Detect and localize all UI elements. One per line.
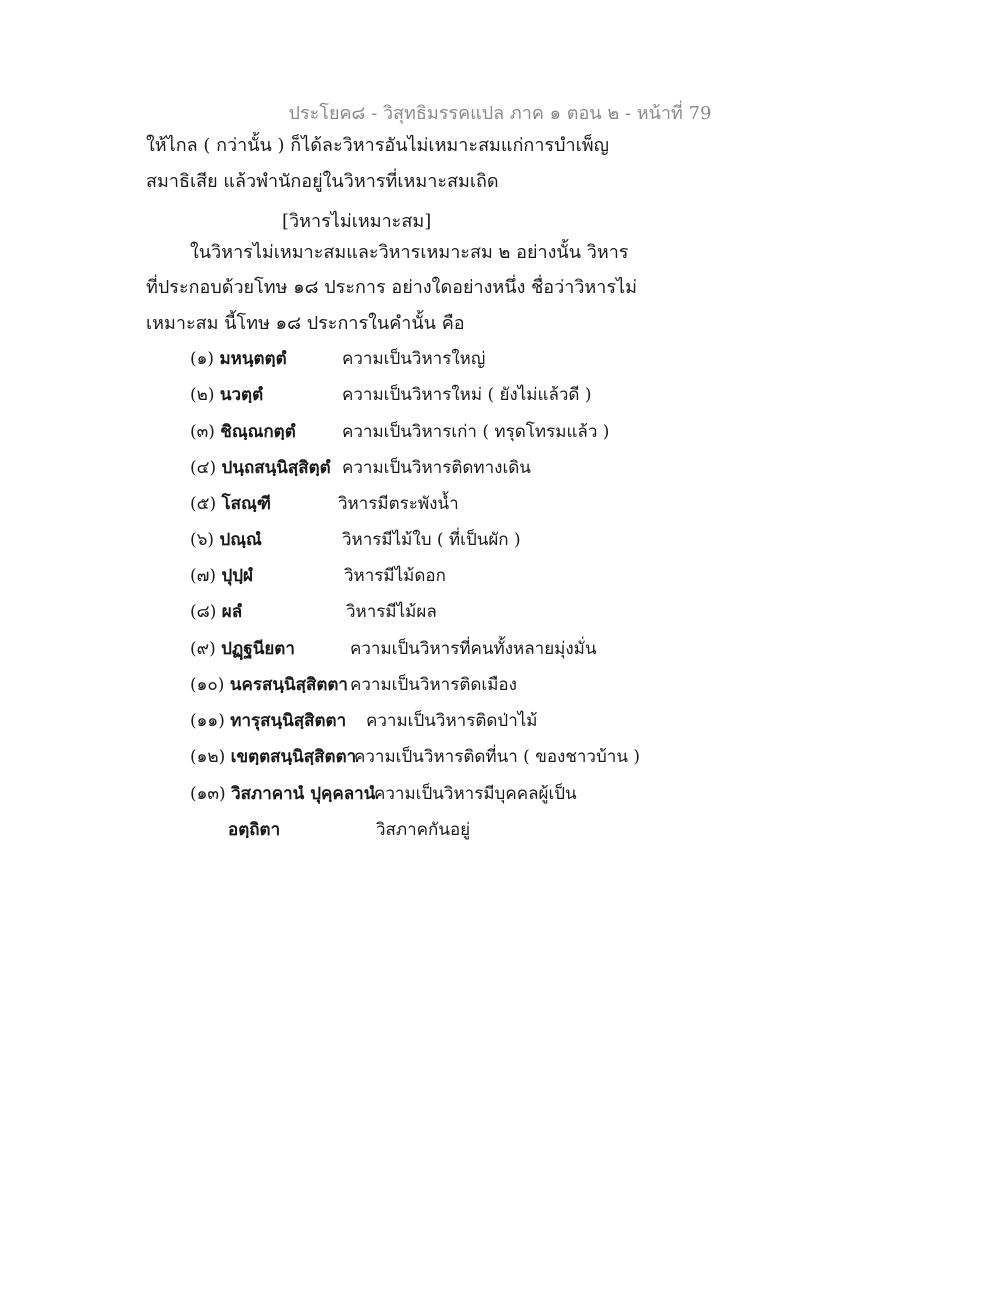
item-number: (๑๑) bbox=[190, 711, 225, 731]
page-header: ประโยค๘ - วิสุทธิมรรคแปล ภาค ๑ ตอน ๒ - หน้าที่ 79 bbox=[288, 103, 712, 124]
item-term: ปฏฺฐนียตา bbox=[221, 639, 295, 659]
item-description: วิหารมีตระพังน้ำ bbox=[338, 494, 459, 514]
item-term: ผลํ bbox=[221, 602, 243, 622]
list-item bbox=[190, 673, 517, 697]
list-item bbox=[190, 528, 521, 552]
list-item bbox=[190, 420, 610, 444]
item-description: ความเป็นวิหารเก่า ( ทรุดโทรมแล้ว ) bbox=[342, 422, 610, 442]
item-term: ทารุสนฺนิสฺสิตตา bbox=[230, 711, 347, 731]
item-term: เขตฺตสนฺนิสฺสิตตา bbox=[230, 747, 357, 767]
body-line-2: ที่ประกอบด้วยโทษ ๑๘ ประการ อย่างใดอย่างหนึ่ง ชื่อว่าวิหารไม่ bbox=[146, 277, 637, 298]
item-term: วิสภาคานํ ปุคฺคลานํ bbox=[231, 784, 376, 804]
list-item bbox=[190, 456, 531, 480]
item-number: (๔) bbox=[190, 458, 217, 478]
list-item bbox=[190, 564, 446, 588]
list-item-continuation bbox=[228, 818, 280, 842]
item-description: ความเป็นวิหารติดทางเดิน bbox=[342, 458, 531, 478]
list-item bbox=[190, 709, 538, 733]
intro-line-1: ให้ไกล ( กว่านั้น ) ก็ได้ละวิหารอันไม่เหมาะสมแก่การบำเพ็ญ bbox=[146, 135, 609, 156]
item-number: (๖) bbox=[190, 530, 215, 550]
item-term: นวตฺตํ bbox=[219, 385, 264, 405]
list-item bbox=[190, 383, 592, 407]
list-item bbox=[190, 745, 640, 769]
list-item bbox=[190, 347, 486, 371]
body-line-3: เหมาะสม นี้โทษ ๑๘ ประการในคำนั้น คือ bbox=[146, 313, 465, 334]
item-number: (๒) bbox=[190, 385, 215, 405]
item-number: (๓) bbox=[190, 422, 215, 442]
item-description: ความเป็นวิหารติดที่นา ( ของชาวบ้าน ) bbox=[354, 747, 640, 767]
section-heading: [วิหารไม่เหมาะสม] bbox=[282, 211, 432, 232]
item-description: ความเป็นวิหารที่คนทั้งหลายมุ่งมั่น bbox=[350, 639, 597, 659]
item-number: (๗) bbox=[190, 566, 217, 586]
item-description: ความเป็นวิหารติดป่าไม้ bbox=[366, 711, 538, 731]
list-item bbox=[190, 492, 459, 516]
item-term: มหนฺตตฺตํ bbox=[219, 349, 287, 369]
item-number: (๑๐) bbox=[190, 675, 225, 695]
item-description: ความเป็นวิหารติดเมือง bbox=[350, 675, 517, 695]
item-number: (๑) bbox=[190, 349, 215, 369]
item-description: วิหารมีไม้ใบ ( ที่เป็นผัก ) bbox=[342, 530, 521, 550]
item-term: ปณฺณํ bbox=[219, 530, 262, 550]
item-term: ชิณฺณกตฺตํ bbox=[220, 422, 296, 442]
list-item bbox=[190, 782, 577, 806]
item-description: วิหารมีไม้ดอก bbox=[344, 566, 446, 586]
item-number: (๑๓) bbox=[190, 784, 226, 804]
continuation-description: วิสภาคกันอยู่ bbox=[376, 820, 471, 840]
list-item bbox=[190, 600, 437, 624]
item-term: ปุปฺผํ bbox=[221, 566, 254, 586]
list-item bbox=[190, 637, 597, 661]
item-term: ปนฺถสนฺนิสฺสิตฺตํ bbox=[221, 458, 331, 478]
item-description: ความเป็นวิหารมีบุคคลผู้เป็น bbox=[374, 784, 577, 804]
body-line-1: ในวิหารไม่เหมาะสมและวิหารเหมาะสม ๒ อย่างนั้น วิหาร bbox=[190, 242, 629, 263]
item-number: (๙) bbox=[190, 639, 216, 659]
item-description: วิหารมีไม้ผล bbox=[346, 602, 437, 622]
intro-line-2: สมาธิเสีย แล้วพำนักอยู่ในวิหารที่เหมาะสมเถิด bbox=[146, 171, 499, 192]
item-number: (๕) bbox=[190, 494, 217, 514]
item-description: ความเป็นวิหารใหญ่ bbox=[342, 349, 486, 369]
item-term: นครสนฺนิสฺสิตตา bbox=[229, 675, 348, 695]
item-number: (๘) bbox=[190, 602, 217, 622]
continuation-term: อตฺถิตา bbox=[228, 820, 281, 840]
item-number: (๑๒) bbox=[190, 747, 226, 767]
item-term: โสณฺฑี bbox=[221, 494, 271, 514]
item-description: ความเป็นวิหารใหม่ ( ยังไม่แล้วดี ) bbox=[342, 385, 592, 405]
